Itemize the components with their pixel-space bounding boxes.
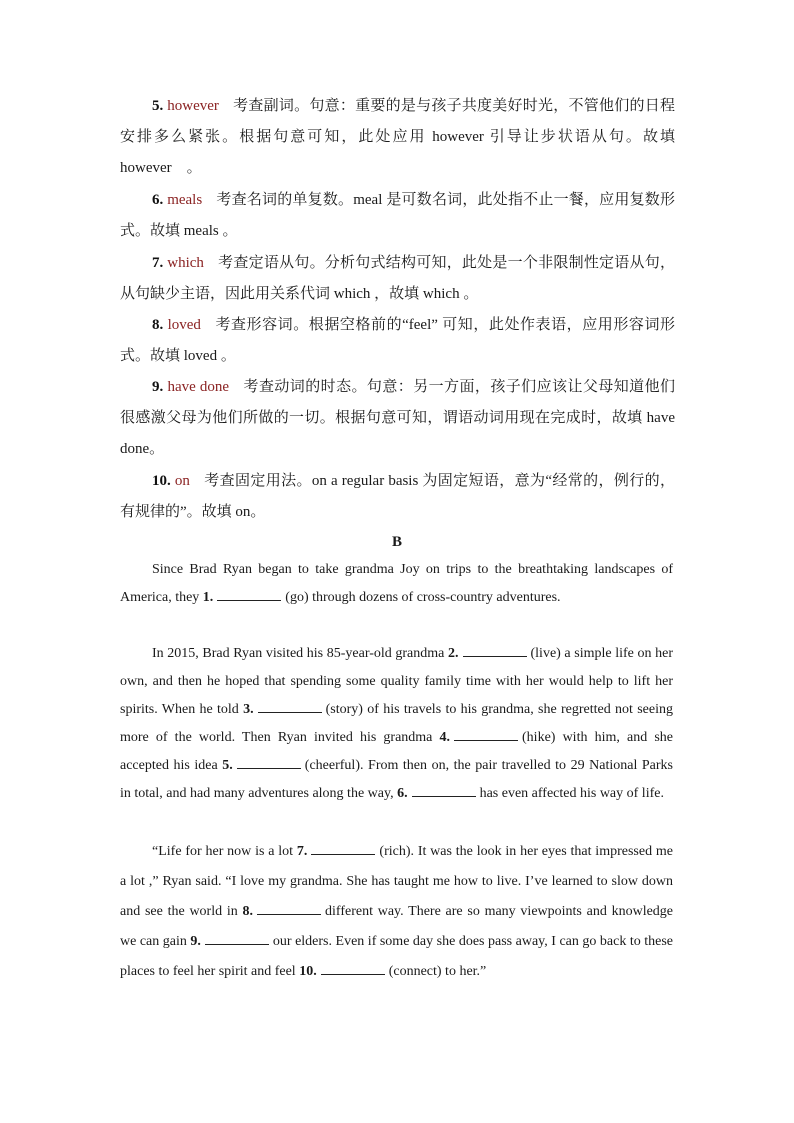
- answer-number: 8.: [152, 317, 164, 333]
- passage-text: (story) of his travels to his grandma, she regretted not seeing more of the world. Then Ryan invited his grandma: [120, 702, 674, 745]
- answer-item-5: [120, 91, 675, 184]
- blank-number: 1.: [202, 590, 214, 605]
- blank-number: 8.: [242, 904, 254, 919]
- answer-number: 10.: [152, 473, 171, 489]
- blank-number: 4.: [439, 730, 451, 745]
- blank-line[interactable]: [237, 756, 301, 769]
- answer-word: have done: [167, 379, 230, 395]
- answer-explanation: 考查形容词。根据空格前的“feel” 可知，此处作表语，应用形容词形式。故填 loved 。: [120, 317, 676, 364]
- blank-line[interactable]: [463, 644, 527, 657]
- blank-line[interactable]: [454, 728, 518, 741]
- answer-item-6: [120, 185, 675, 247]
- passage-text: (connect) to her.”: [388, 964, 487, 979]
- answer-number: 5.: [152, 98, 164, 114]
- answer-number: 6.: [152, 192, 164, 208]
- passage-text: Since Brad Ryan began to take grandma Joy on trips to the breathtaking landscapes of America, they: [120, 562, 673, 605]
- blank-line[interactable]: [311, 842, 375, 855]
- answer-word: which: [167, 255, 204, 271]
- blank-number: 5.: [222, 758, 233, 773]
- answer-explanation: 考查副词。句意：重要的是与孩子共度美好时光，不管他们的日程安排多么紧张。根据句意可知，此处应用 however 引导让步状语从句。故填 however 。: [120, 98, 675, 176]
- answer-item-9: [120, 372, 675, 465]
- answer-number: 9.: [152, 379, 164, 395]
- blank-number: 6.: [397, 786, 408, 801]
- passage-text: (live) a simple life on her own, and then he hoped that spending some quality family time with her would help to lift her spirits. When he told: [120, 646, 673, 717]
- blank-line[interactable]: [217, 588, 281, 601]
- answer-word: loved: [167, 317, 201, 333]
- blank-line[interactable]: [205, 932, 269, 945]
- passage-paragraph-2: [120, 640, 673, 808]
- answer-explanation: 考查定语从句。分析句式结构可知，此处是一个非限制性定语从句，从句缺少主语，因此用关系代词 which ，故填 which 。: [120, 255, 676, 302]
- passage-text: “Life for her now is a lot: [152, 844, 294, 859]
- section-label: B: [391, 534, 402, 550]
- blank-line[interactable]: [257, 902, 321, 915]
- answer-item-10: [120, 466, 675, 528]
- passage-text: (rich). It was the look in her eyes that impressed me a lot ,” Ryan said. “I love my grandma. She has taught me how to live. I’ve learned to slow down and see the world in: [120, 844, 673, 919]
- blank-line[interactable]: [412, 784, 476, 797]
- answer-word: on: [174, 473, 190, 489]
- blank-number: 7.: [296, 844, 308, 859]
- passage-text: (hike) with him, and she accepted his idea: [120, 730, 673, 773]
- passage-paragraph-1: [120, 556, 673, 612]
- passage-text: (cheerful). From then on, the pair travelled to 29 National Parks in total, and had many adventures along the way,: [120, 758, 674, 801]
- passage-paragraph-3: [120, 837, 673, 987]
- answer-explanation: 考查固定用法。on a regular basis 为固定短语，意为“经常的，例行的，有规律的”。故填 on。: [120, 473, 676, 520]
- answer-explanation: 考查动词的时态。句意：另一方面，孩子们应该让父母知道他们很感激父母为他们所做的一切。根据句意可知，谓语动词用现在完成时，故填 have done。: [120, 379, 675, 457]
- blank-number: 10.: [299, 964, 317, 979]
- blank-number: 9.: [190, 934, 201, 949]
- blank-line[interactable]: [258, 700, 322, 713]
- passage-text: has even affected his way of life.: [479, 786, 664, 801]
- answer-number: 7.: [152, 255, 164, 271]
- blank-line[interactable]: [321, 962, 385, 975]
- passage-text: different way. There are so many viewpoints and knowledge we can gain: [120, 904, 674, 949]
- answer-word: meals: [167, 192, 203, 208]
- answer-item-8: [120, 310, 675, 372]
- answer-word: however: [167, 98, 219, 114]
- answer-item-7: [120, 248, 675, 310]
- passage-text: (go) through dozens of cross-country adventures.: [285, 590, 561, 605]
- passage-text: In 2015, Brad Ryan visited his 85-year-old grandma: [152, 646, 445, 661]
- blank-number: 2.: [448, 646, 459, 661]
- passage-text: our elders. Even if some day she does pass away, I can go back to these places to feel her spirit and feel: [120, 934, 673, 979]
- blank-number: 3.: [243, 702, 254, 717]
- answer-explanation: 考查名词的单复数。meal 是可数名词，此处指不止一餐，应用复数形式。故填 meals 。: [120, 192, 675, 239]
